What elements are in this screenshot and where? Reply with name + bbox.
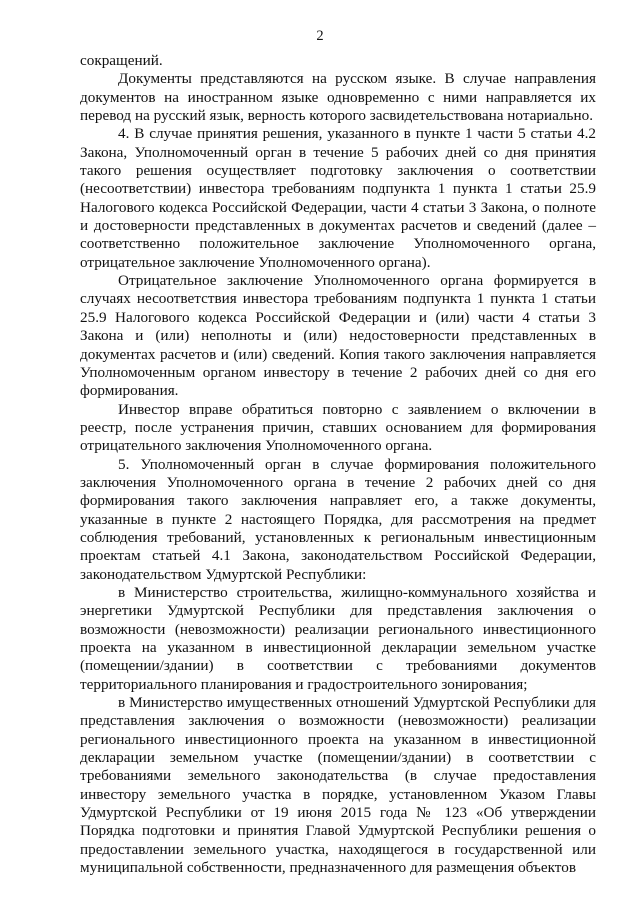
paragraph-negative-conclusion: Отрицательное заключение Уполномоченного органа формируется в случаях несоответствия инвестора требованиям подпункта 1 пункта 1 статьи 25.9 Налогового кодекса Российской Федерации и (или) части 4 статьи 3 Закона и (или) неполноты и (или) недостоверности представленных в документах расчетов и (или) сведений. Копия такого заключения направляется Уполномоченным органом инвестору в течение 2 рабочих дней со дня его формирования. <box>80 272 596 400</box>
paragraph-item-4: 4. В случае принятия решения, указанного в пункте 1 части 5 статьи 4.2 Закона, Уполномоченный орган в течение 5 рабочих дней со дня принятия такого решения осуществляет подготовку заключения о соответствии (несоответствии) инвестора требованиям подпункта 1 пункта 1 статьи 25.9 Налогового кодекса Российской Федерации, части 4 статьи 3 Закона, о полноте и достоверности представленных в документах расчетов и сведений (далее – соответственно положительное заключение Уполномоченного органа, отрицательное заключение Уполномоченного органа). <box>80 125 596 271</box>
document-body <box>80 52 596 877</box>
paragraph-reapplication: Инвестор вправе обратиться повторно с заявлением о включении в реестр, после устранения причин, ставших основанием для формирования отрицательного заключения Уполномоченного органа. <box>80 400 596 455</box>
paragraph-language-requirement: Документы представляются на русском языке. В случае направления документов на иностранном языке одновременно с ними направляется их перевод на русский язык, верность которого засвидетельствована нотариально. <box>80 70 596 125</box>
paragraph-continuation: сокращений. <box>80 52 163 69</box>
paragraph-ministry-property: в Министерство имущественных отношений Удмуртской Республики для представления заключения о возможности (невозможности) реализации регионального инвестиционного проекта на указанном в инвестиционной декларации земельном участке (помещении/здании) в соответствии с требованиями земельного законодательства (в случае предоставления инвестору земельного участка в порядке, установленном Указом Главы Удмуртской Республики от 19 июня 2015 года № 123 «Об утверждении Порядка подготовки и принятия Главой Удмуртской Республики решения о предоставлении земельного участка, находящегося в государственной или муниципальной собственности, предназначенного для размещения объектов <box>80 694 596 877</box>
paragraph-item-5: 5. Уполномоченный орган в случае формирования положительного заключения Уполномоченного органа в течение 2 рабочих дней со дня формирования такого заключения направляет его, а также документы, указанные в пункте 2 настоящего Порядка, для рассмотрения на предмет соблюдения требований, установленных к региональным инвестиционным проектам статьей 4.1 Закона, законодательством Российской Федерации, законодательством Удмуртской Республики: <box>80 455 596 583</box>
page-number: 2 <box>316 28 324 44</box>
paragraph-ministry-construction: в Министерство строительства, жилищно-коммунального хозяйства и энергетики Удмуртской Республики для представления заключения о возможности (невозможности) реализации регионального инвестиционного проекта на указанном в инвестиционной декларации земельном участке (помещении/здании) в соответствии с требованиями документов территориального планирования и градостроительного зонирования; <box>80 583 596 693</box>
